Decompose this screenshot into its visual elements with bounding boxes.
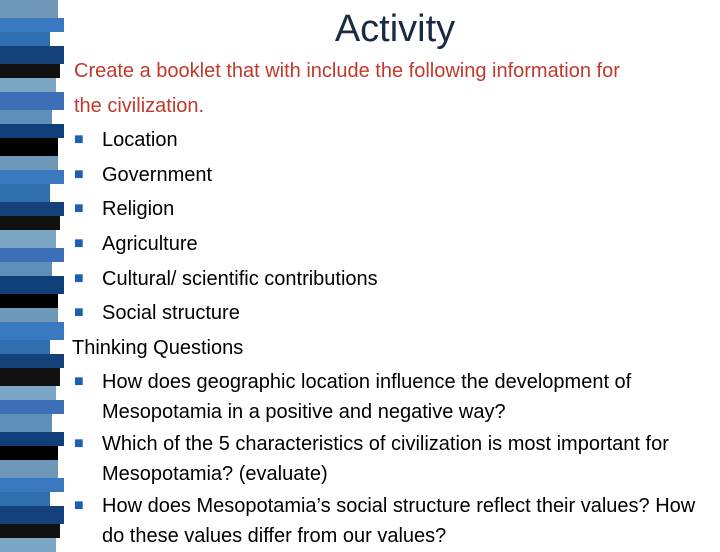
info-item	[74, 262, 714, 297]
stripe-segment	[0, 170, 64, 184]
intro-line-1: Create a booklet that with include the following information for	[74, 60, 620, 82]
square-bullet-icon: ■	[74, 497, 84, 515]
info-item	[74, 158, 714, 193]
stripe-segment	[0, 216, 60, 230]
stripe-segment	[0, 92, 64, 110]
square-bullet-icon: ■	[74, 269, 84, 287]
square-bullet-icon: ■	[74, 131, 84, 149]
intro-line-2: the civilization.	[74, 94, 205, 117]
stripe-segment	[0, 230, 56, 248]
question-text: Which of the 5 characteristics of civilization is most important for Mesopotamia? (evaluate)	[102, 433, 669, 486]
info-item-label: Social structure	[102, 302, 240, 325]
question-text: How does geographic location influence the development of Mesopotamia in a positive and negative way?	[102, 371, 632, 424]
stripe-segment	[0, 308, 58, 322]
stripe-segment	[0, 248, 64, 262]
slide-title: Activity	[334, 8, 456, 50]
stripe-segment	[0, 340, 50, 354]
stripe-segment	[0, 294, 58, 308]
stripe-segment	[0, 460, 58, 478]
square-bullet-icon: ■	[74, 435, 84, 453]
stripe-segment	[0, 202, 64, 216]
stripe-segment	[0, 64, 60, 78]
stripe-segment	[0, 386, 56, 400]
stripe-segment	[0, 414, 52, 432]
question-item	[74, 365, 714, 427]
stripe-segment	[0, 276, 64, 294]
stripe-segment	[0, 492, 50, 506]
info-item	[74, 227, 714, 262]
stripe-segment	[0, 524, 60, 538]
info-item-label: Cultural/ scientific contributions	[102, 267, 378, 290]
square-bullet-icon: ■	[74, 304, 84, 322]
decorative-stripe-bar	[0, 0, 64, 540]
stripe-segment	[0, 538, 56, 552]
stripe-segment	[0, 354, 64, 368]
stripe-segment	[0, 156, 58, 170]
slide-body	[74, 54, 714, 551]
info-item	[74, 123, 714, 158]
stripe-segment	[0, 506, 64, 524]
square-bullet-icon: ■	[74, 200, 84, 218]
info-item-label: Religion	[102, 198, 175, 221]
stripe-segment	[0, 138, 58, 156]
stripe-segment	[0, 262, 52, 276]
square-bullet-icon: ■	[74, 165, 84, 183]
info-item	[74, 192, 714, 227]
stripe-segment	[0, 124, 64, 138]
stripe-segment	[0, 184, 50, 202]
question-item	[74, 427, 714, 489]
stripe-segment	[0, 400, 64, 414]
square-bullet-icon: ■	[74, 373, 84, 391]
info-item-label: Agriculture	[102, 232, 198, 255]
stripe-segment	[0, 368, 60, 386]
square-bullet-icon: ■	[74, 234, 84, 252]
question-text: How does Mesopotamia’s social structure reflect their values? How do these values differ from our values?	[102, 495, 696, 548]
stripe-segment	[0, 432, 64, 446]
question-item	[74, 489, 714, 551]
stripe-segment	[0, 478, 64, 492]
info-item	[74, 296, 714, 331]
stripe-segment	[0, 322, 64, 340]
info-item-label: Location	[102, 129, 178, 152]
thinking-questions-heading: Thinking Questions	[72, 336, 244, 359]
info-item-label: Government	[102, 163, 213, 186]
stripe-segment	[0, 446, 58, 460]
stripe-segment	[0, 110, 52, 124]
stripe-segment	[0, 78, 56, 92]
